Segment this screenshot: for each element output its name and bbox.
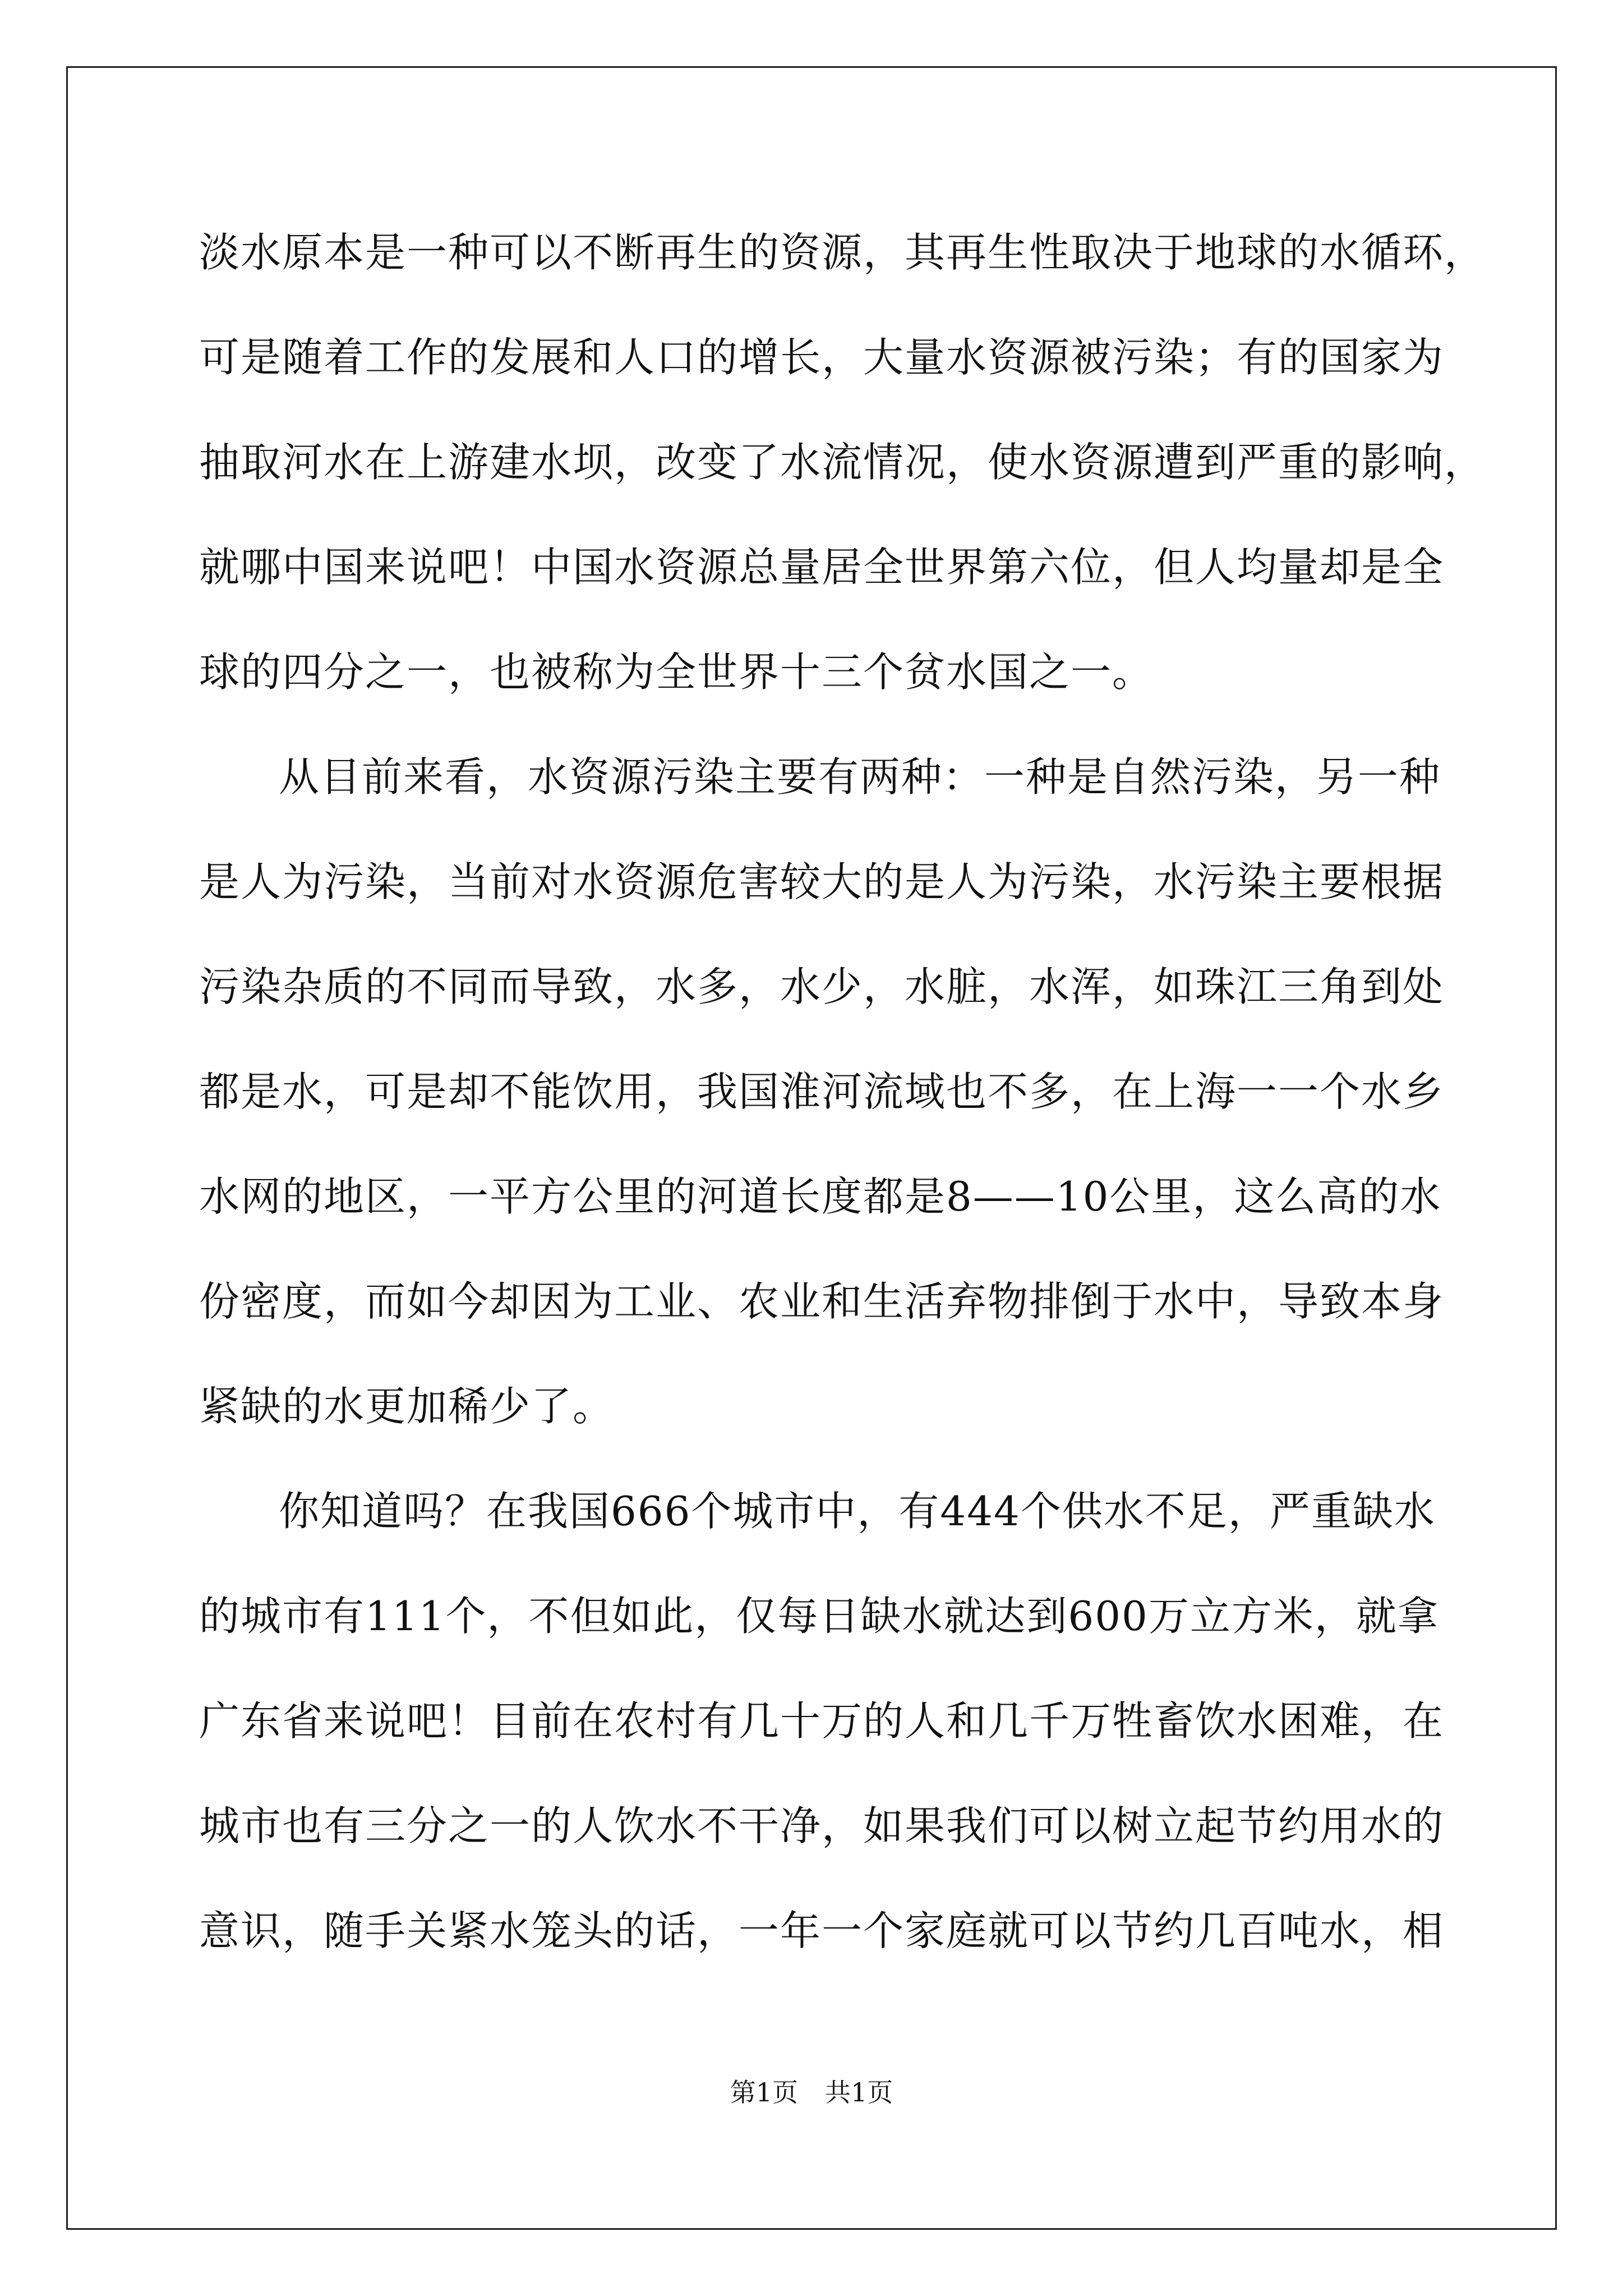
paragraph-line: 就哪中国来说吧！中国水资源总量居全世界第六位，但人均量却是全 xyxy=(199,544,1445,591)
paragraph-line: 是人为污染，当前对水资源危害较大的是人为污染，水污染主要根据 xyxy=(199,858,1445,905)
paragraph-line: 都是水，可是却不能饮用，我国淮河流域也不多，在上海一一个水乡 xyxy=(199,1068,1445,1115)
page-footer xyxy=(0,2076,1623,2109)
paragraph-line: 的城市有111个，不但如此，仅每日缺水就达到600万立方米，就拿 xyxy=(199,1593,1439,1640)
paragraph-line: 淡水原本是一种可以不断再生的资源，其再生性取决于地球的水循环， xyxy=(199,229,1486,276)
total-pages: 共1页 xyxy=(825,2077,893,2108)
paragraph-line: 份密度，而如今却因为工业、农业和生活弃物排倒于水中，导致本身 xyxy=(199,1278,1445,1325)
paragraph-line: 广东省来说吧！目前在农村有几十万的人和几千万牲畜饮水困难，在 xyxy=(199,1697,1445,1745)
paragraph-line: 污染杂质的不同而导致，水多，水少，水脏，水浑，如珠江三角到处 xyxy=(199,963,1445,1010)
paragraph-line: 紧缺的水更加稀少了。 xyxy=(199,1383,615,1430)
paragraph-line: 抽取河水在上游建水坝，改变了水流情况，使水资源遭到严重的影响， xyxy=(199,439,1486,486)
paragraph-line: 球的四分之一，也被称为全世界十三个贫水国之一。 xyxy=(199,648,1154,696)
paragraph-line: 城市也有三分之一的人饮水不干净，如果我们可以树立起节约用水的 xyxy=(199,1802,1445,1849)
paragraph-line: 可是随着工作的发展和人口的增长，大量水资源被污染；有的国家为 xyxy=(199,334,1445,381)
paragraph-line: 从目前来看，水资源污染主要有两种：一种是自然污染，另一种 xyxy=(279,753,1441,800)
paragraph-line: 水网的地区，一平方公里的河道长度都是8——10公里，这么高的水 xyxy=(199,1173,1442,1220)
page-number: 第1页 xyxy=(730,2077,798,2108)
paragraph-line: 意识，随手关紧水笼头的话，一年一个家庭就可以节约几百吨水，相 xyxy=(199,1907,1445,1954)
paragraph-line: 你知道吗？在我国666个城市中，有444个供水不足，严重缺水 xyxy=(279,1488,1436,1535)
